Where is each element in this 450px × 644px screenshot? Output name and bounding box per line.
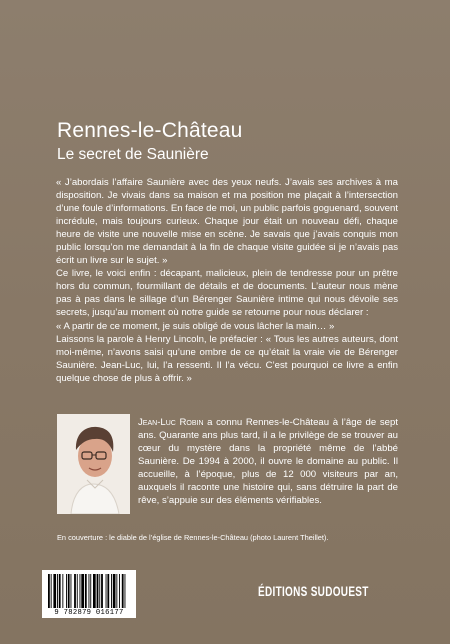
barcode-bars bbox=[42, 570, 136, 610]
author-photo bbox=[57, 414, 130, 514]
author-bio-text: a connu Rennes-le-Château à l’âge de sept ans. Quarante ans plus tard, il a le privilège de se trouver au cœur du mystère dans la propriété même de l’abbé Saunière. De 1994 à 2000, il ouvre le domaine au public. Il accueille, à l’époque, plus de 12 000 visiteurs par an, auxquels il raconte une histoire qui, sans détruire la part de rêve, s’appuie sur des éléments vérifiables. bbox=[138, 417, 398, 506]
isbn-barcode bbox=[42, 570, 136, 618]
blurb-paragraph: Ce livre, le voici enfin : décapant, malicieux, plein de tendresse pour un prêtre hors du commun, fourmillant de détails et de documents. L’auteur nous mène pas à pas dans le sillage d’un Bérenger Saunière intime qui nous dévoile ses secrets, jusqu’au moment où notre guide se retourne pour nous déclarer : bbox=[56, 268, 398, 319]
blurb-quote: « A partir de ce moment, je suis obligé de vous lâcher la main… » bbox=[56, 320, 335, 332]
publisher-logo: ÉDITIONS SUDOUEST bbox=[258, 585, 369, 600]
book-title: Rennes-le-Château bbox=[57, 119, 243, 142]
barcode-digits: 9 782879 016177 bbox=[54, 609, 124, 617]
blurb bbox=[56, 176, 398, 385]
author-portrait-illustration bbox=[57, 414, 130, 514]
author-name: Jean-Luc Robin bbox=[138, 417, 204, 428]
cover-credit: En couverture : le diable de l’église de Rennes-le-Château (photo Laurent Theillet). bbox=[57, 533, 329, 542]
blurb-paragraph: Laissons la parole à Henry Lincoln, le préfacier : « Tous les autres auteurs, dont moi-même, n’avons saisi qu’une ombre de ce qu’était la vraie vie de Bérenger Saunière. Jean-Luc, lui, l’a ressenti. Il l’a vécu. C’est pourquoi ce livre a enfin quelque chose de plus à offrir. » bbox=[56, 333, 398, 384]
book-subtitle: Le secret de Saunière bbox=[57, 146, 209, 163]
author-bio bbox=[138, 416, 398, 507]
blurb-paragraph: « J’abordais l’affaire Saunière avec des yeux neufs. J’avais ses archives à ma disposition. Je vivais dans sa maison et ma position me plaçait à l’intersection d’une foule d’informations. En face de moi, un public parfois goguenard, souvent incrédule, mais toujours curieux. Chaque jour était un nouveau défi, chaque heure de visite une nouvelle mise en scène. Je savais que j’avais conquis mon public lorsqu’on me demandait à la fin de chaque visite guidée si je n’avais pas écrit un livre sur le sujet. » bbox=[56, 177, 398, 267]
